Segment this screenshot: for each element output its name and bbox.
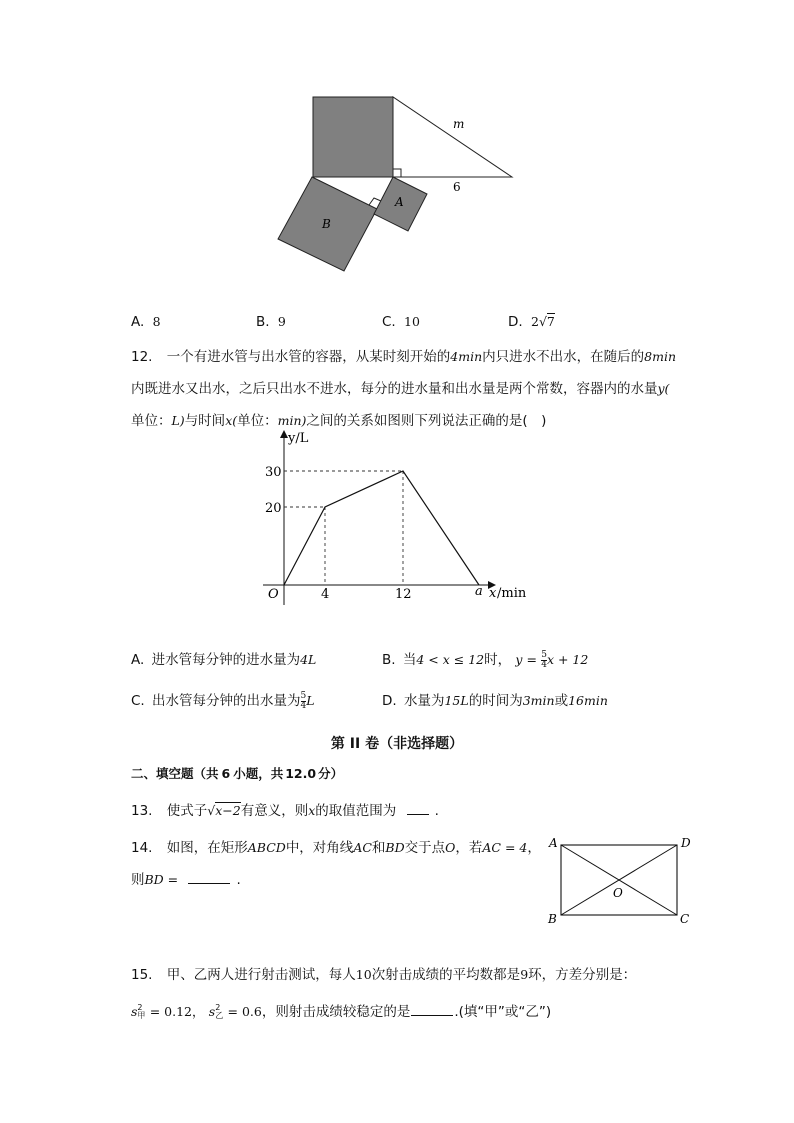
q14-line1: 14. 如图，在矩形ABCD中，对角线AC和BD交于点O，若AC = 4， bbox=[131, 840, 541, 856]
q12-option-c[interactable]: C. 出水管每分钟的出水量为 $\frac{5}{4}$ L bbox=[131, 690, 315, 711]
q12-option-a[interactable]: A. 进水管每分钟的进水量为4L bbox=[131, 652, 317, 668]
big-square bbox=[313, 97, 393, 177]
x-axis-label-unit: /min bbox=[497, 586, 527, 601]
vertex-b: B bbox=[548, 912, 557, 926]
q14-line2: 则BD = . bbox=[131, 872, 241, 888]
q12-option-b[interactable]: B. 当4 < x ≤ 12时， y = $\frac{5}{4}$ x + 12 bbox=[382, 649, 589, 670]
frac-5-4-c: $\frac{5}{4}$ bbox=[300, 690, 307, 711]
y-tick-30: 30 bbox=[265, 465, 282, 480]
y-tick-20: 20 bbox=[265, 501, 282, 516]
label-m: m bbox=[453, 117, 465, 131]
x-tick-12: 12 bbox=[395, 587, 412, 602]
right-triangle bbox=[393, 97, 512, 177]
sqrt-sign: √ bbox=[207, 803, 216, 818]
q12-line1: 12. 一个有进水管与出水管的容器，从某时刻开始的4min内只进水不出水，在随后的8min bbox=[131, 349, 676, 365]
x-tick-4: 4 bbox=[321, 587, 330, 602]
vertex-d: D bbox=[681, 836, 691, 850]
q15-line1: 15. 甲、乙两人进行射击测试，每人10次射击成绩的平均数都是9环，方差分别是： bbox=[131, 967, 637, 983]
q13-answer-blank[interactable] bbox=[407, 802, 429, 815]
label-b: B bbox=[322, 217, 331, 231]
q11-figure bbox=[270, 90, 530, 280]
label-a: A bbox=[395, 195, 404, 209]
sqrt-sign: √ bbox=[538, 314, 547, 329]
section-title: 第 II 卷（非选择题） bbox=[330, 736, 464, 752]
q12-graph bbox=[255, 425, 540, 610]
q12-line3: 单位：L)与时间x(单位：min)之间的关系如图则下列说法正确的是( ) bbox=[131, 413, 547, 429]
label-6: 6 bbox=[453, 180, 461, 194]
right-angle-mark bbox=[393, 169, 401, 177]
q11-option-c[interactable]: C. 10 bbox=[382, 314, 420, 330]
q13-line: 13. 使式子√x−2有意义，则x的取值范围为 . bbox=[131, 803, 439, 819]
q14-rectangle-figure bbox=[540, 832, 700, 930]
q11-option-b[interactable]: B. 9 bbox=[256, 314, 286, 330]
x-end-label: a bbox=[475, 584, 483, 599]
y-axis-label: y/L bbox=[288, 431, 309, 446]
q12-option-d[interactable]: D. 水量为15L的时间为3min或16min bbox=[382, 693, 608, 709]
q15-line2: s 2 甲 = 0.12， s 2 乙 = 0.6，则射击成绩较稳定的是 .(填“甲”或“乙”) bbox=[131, 1003, 552, 1020]
frac-5-4: $\frac{5}{4}$ bbox=[541, 649, 547, 670]
q12-line2: 内既进水又出水，之后只出水不进水，每分的进水量和出水量是两个常数，容器内的水量y( bbox=[131, 381, 670, 397]
q11-option-d[interactable]: D. 2√7 bbox=[508, 314, 555, 330]
q11-option-a[interactable]: A. 8 bbox=[131, 314, 161, 330]
origin-label: O bbox=[268, 587, 279, 602]
vertex-c: C bbox=[680, 912, 690, 926]
water-volume-line bbox=[284, 471, 479, 585]
part2-heading: 二、填空题（共 6 小题，共 12.0 分） bbox=[131, 766, 344, 781]
q15-answer-blank[interactable] bbox=[411, 1003, 453, 1016]
center-o: O bbox=[613, 886, 623, 900]
q14-answer-blank[interactable] bbox=[188, 871, 230, 884]
vertex-a: A bbox=[549, 836, 558, 850]
x-axis-label-var: x bbox=[489, 586, 497, 601]
